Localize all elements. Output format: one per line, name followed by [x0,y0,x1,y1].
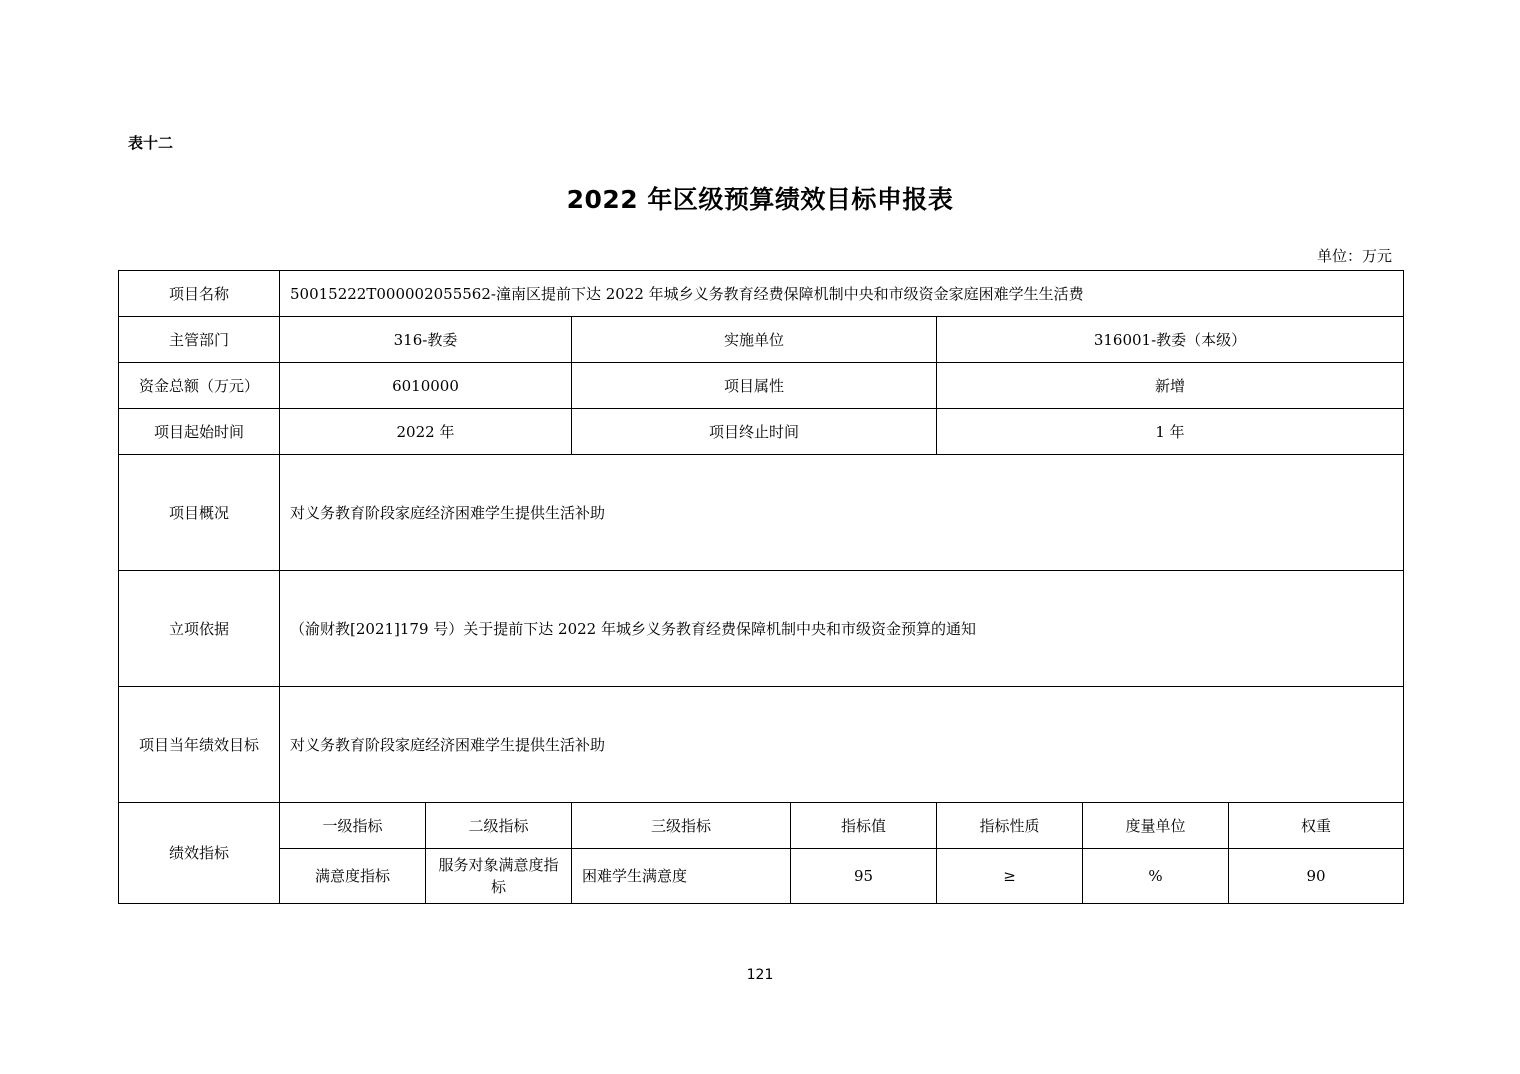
fund-total-label: 资金总额（万元） [119,363,280,409]
header-unit: 度量单位 [1083,803,1229,849]
indicator-level3: 困难学生满意度 [572,849,791,904]
project-attribute-value: 新增 [937,363,1404,409]
header-value: 指标值 [791,803,937,849]
header-weight: 权重 [1229,803,1404,849]
header-level1: 一级指标 [280,803,426,849]
basis-value: （渝财教[2021]179 号）关于提前下达 2022 年城乡义务教育经费保障机制中央和市级资金预算的通知 [280,571,1404,687]
indicator-value: 95 [791,849,937,904]
header-level3: 三级指标 [572,803,791,849]
unit-label: 单位：万元 [1316,247,1392,265]
table-row [119,687,1404,803]
project-attribute-label: 项目属性 [572,363,937,409]
page-number: 121 [746,967,774,983]
header-level2: 二级指标 [426,803,572,849]
table-row [119,409,1404,455]
department-value: 316-教委 [280,317,572,363]
implementing-unit-label: 实施单位 [572,317,937,363]
table-label: 表十二 [128,134,174,152]
overview-value: 对义务教育阶段家庭经济困难学生提供生活补助 [280,455,1404,571]
start-time-label: 项目起始时间 [119,409,280,455]
table-row [119,571,1404,687]
project-name-value: 50015222T000002055562-潼南区提前下达 2022 年城乡义务教育经费保障机制中央和市级资金家庭困难学生生活费 [280,271,1404,317]
annual-goal-value: 对义务教育阶段家庭经济困难学生提供生活补助 [280,687,1404,803]
header-nature: 指标性质 [937,803,1083,849]
project-name-label: 项目名称 [119,271,280,317]
table-row [119,363,1404,409]
fund-total-value: 6010000 [280,363,572,409]
budget-performance-table [118,270,1404,904]
indicator-weight: 90 [1229,849,1404,904]
table-row [119,455,1404,571]
annual-goal-label: 项目当年绩效目标 [119,687,280,803]
page-title: 2022 年区级预算绩效目标申报表 [566,185,954,214]
end-time-value: 1 年 [937,409,1404,455]
overview-label: 项目概况 [119,455,280,571]
indicators-section-label: 绩效指标 [119,803,280,904]
implementing-unit-value: 316001-教委（本级） [937,317,1404,363]
indicator-level1: 满意度指标 [280,849,426,904]
indicator-nature: ≥ [937,849,1083,904]
table-row [119,271,1404,317]
table-row [119,317,1404,363]
indicator-row [119,849,1404,904]
indicator-level2: 服务对象满意度指标 [426,849,572,904]
start-time-value: 2022 年 [280,409,572,455]
indicator-unit: % [1083,849,1229,904]
end-time-label: 项目终止时间 [572,409,937,455]
department-label: 主管部门 [119,317,280,363]
indicator-header-row [119,803,1404,849]
basis-label: 立项依据 [119,571,280,687]
